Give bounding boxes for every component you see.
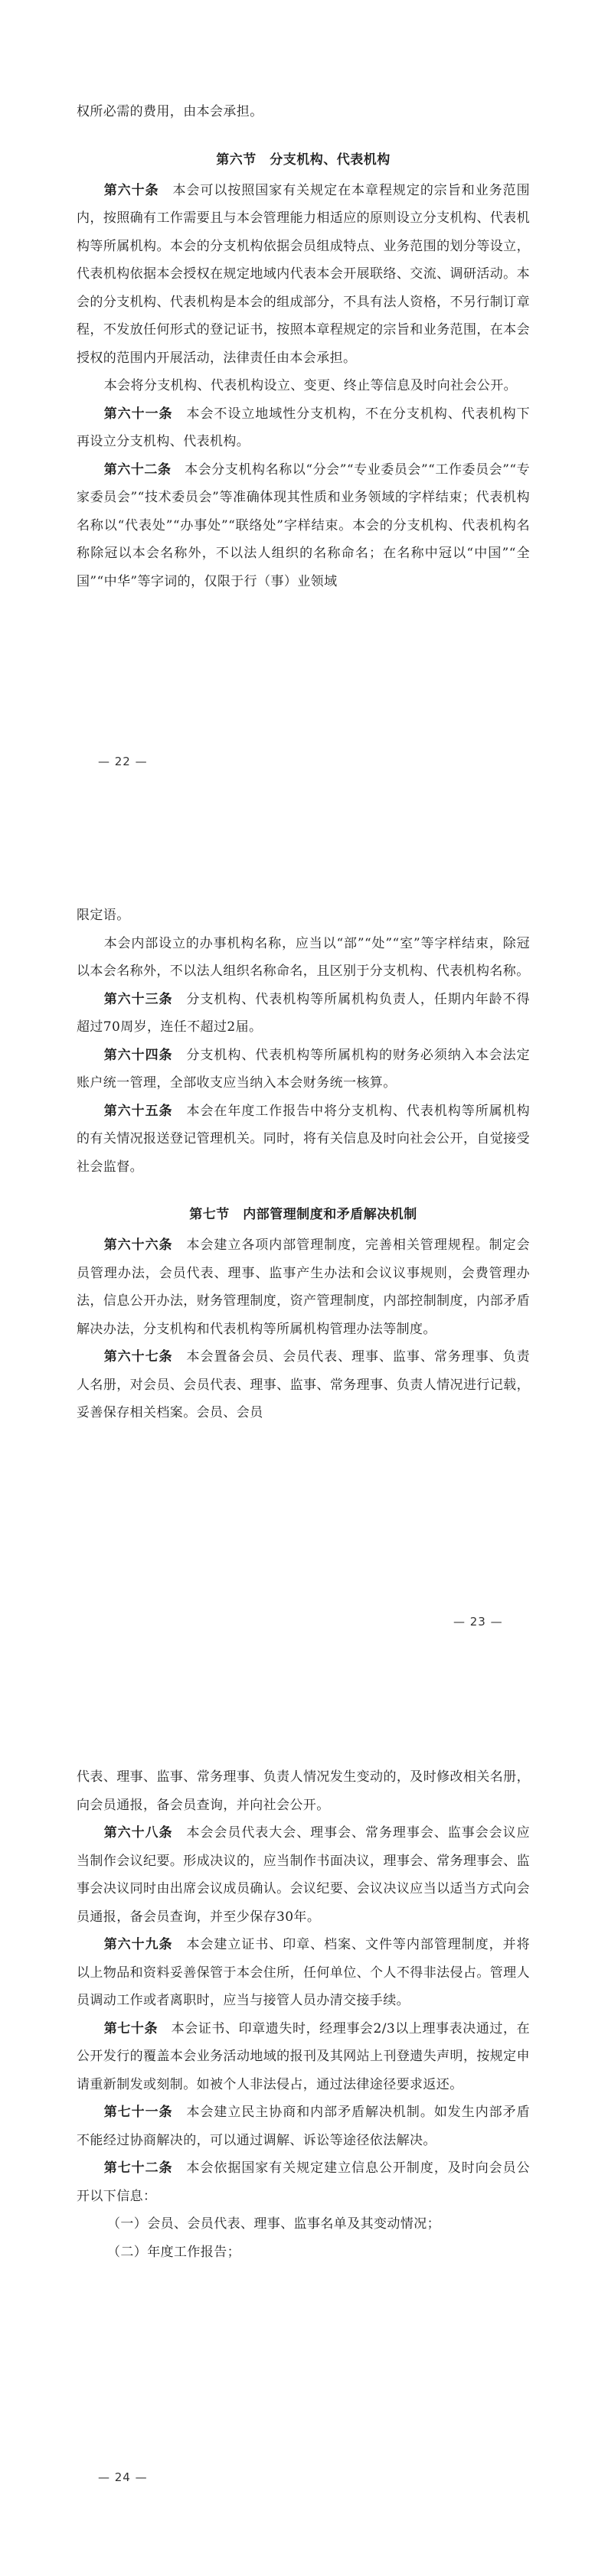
article-69 xyxy=(77,1931,530,2015)
page-number: — 24 — xyxy=(98,2470,148,2484)
article-70 xyxy=(77,2015,530,2099)
article-label: 第七十二条 xyxy=(103,2160,173,2176)
article-63 xyxy=(77,986,530,1042)
section-heading: 第六节 分支机构、代表机构 xyxy=(216,152,391,168)
article-label: 第六十五条 xyxy=(103,1103,173,1119)
article-text: 分支机构、代表机构等所属机构的财务必须纳入本会法定账户统一管理，全部收支应当纳入本会财务统一核算。 xyxy=(77,1047,531,1091)
article-text: 本会依据国家有关规定建立信息公开制度，及时向会员公开以下信息： xyxy=(77,2160,531,2204)
article-label: 第六十条 xyxy=(103,182,159,198)
article-text: 本会证书、印章遗失时，经理事会2/3以上理事表决通过，在公开发行的覆盖本会业务活动地域的报刊及其网站上刊登遗失声明，按规定申请重新制发或刻制。如被个人非法侵占，通过法律途径要求返还。 xyxy=(77,2020,530,2092)
list-item: （一）会员、会员代表、理事、监事名单及其变动情况； xyxy=(107,2216,440,2232)
paragraph-continued: 权所必需的费用，由本会承担。 xyxy=(77,104,263,119)
paragraph-continued: 代表、理事、监事、常务理事、负责人情况发生变动的，及时修改相关名册，向会员通报，备会员查询，并向社会公开。 xyxy=(77,1769,530,1813)
page-24 xyxy=(0,1717,608,2576)
section-heading: 第七节 内部管理制度和矛盾解决机制 xyxy=(189,1207,417,1222)
article-text: 本会会员代表大会、理事会、常务理事会、监事会会议应当制作会议纪要。形成决议的，应当制作书面决议，理事会、常务理事会、监事会决议同时由出席会议成员确认。会议纪要、会议决议应当以适当方式向会员通报，备会员查询，并至少保存30年。 xyxy=(77,1825,531,1925)
article-text: 本会可以按照国家有关规定在本章程规定的宗旨和业务范围内，按照确有工作需要且与本会管理能力相适应的原则设立分支机构、代表机构等所属机构。本会的分支机构依据会员组成特点、业务范围的划分等设立，代表机构依据本会授权在规定地域内代表本会开展联络、交流、调研活动。本会的分支机构、代表机构是本会的组成部分，不具有法人资格，不另行制订章程，不发放任何形式的登记证书，按照本章程规定的宗旨和业务范围，在本会授权的范围内开展活动，法律责任由本会承担。 xyxy=(77,182,530,366)
article-label: 第六十一条 xyxy=(103,406,173,422)
page-number: — 23 — xyxy=(453,1615,503,1629)
article-71 xyxy=(77,2098,530,2154)
article-text: 本会置备会员、会员代表、理事、监事、常务理事、负责人名册，对会员、会员代表、理事、监事、常务理事、负责人情况进行记载，妥善保存相关档案。会员、会员 xyxy=(77,1349,531,1420)
page-body xyxy=(77,902,530,1427)
article-text: 本会建立证书、印章、档案、文件等内部管理制度，并将以上物品和资料妥善保管于本会住所，任何单位、个人不得非法侵占。管理人员调动工作或者离职时，应当与接管人员办清交接手续。 xyxy=(77,1937,531,2008)
article-text: 本会不设立地域性分支机构，不在分支机构、代表机构下再设立分支机构、代表机构。 xyxy=(77,406,531,449)
article-text: 本会在年度工作报告中将分支机构、代表机构等所属机构的有关情况报送登记管理机关。同时，将有关信息及时向社会公开，自觉接受社会监督。 xyxy=(77,1103,531,1175)
article-62 xyxy=(77,456,530,596)
article-text: 本会分支机构名称以“分会”“专业委员会”“工作委员会”“专家委员会”“技术委员会”等准确体现其性质和业务领域的字样结束；代表机构名称以“代表处”“办事处”“联络处”字样结束。本会的分支机构、代表机构名称除冠以本会名称外，不以法人组织的名称命名；在名称中冠以“中国”“全国”“中华”等字词的，仅限于行（事）业领域 xyxy=(77,461,531,589)
article-label: 第六十八条 xyxy=(103,1825,173,1841)
paragraph: 本会内部设立的办事机构名称，应当以“部”“处”“室”等字样结束，除冠以本会名称外，不以法人组织名称命名，且区别于分支机构、代表机构名称。 xyxy=(77,935,530,979)
page-23 xyxy=(0,859,608,1717)
article-text: 本会建立民主协商和内部矛盾解决机制。如发生内部矛盾不能经过协商解决的，可以通过调解、诉讼等途径依法解决。 xyxy=(77,2105,531,2148)
page-body xyxy=(77,1763,530,2266)
article-text: 分支机构、代表机构等所属机构负责人，任期内年龄不得超过70周岁，连任不超过2届。 xyxy=(77,991,531,1035)
article-64 xyxy=(77,1042,530,1097)
article-label: 第六十七条 xyxy=(103,1349,173,1365)
paragraph: 本会将分支机构、代表机构设立、变更、终止等信息及时向社会公开。 xyxy=(103,378,518,393)
article-66 xyxy=(77,1231,530,1343)
article-67 xyxy=(77,1343,530,1427)
article-label: 第七十一条 xyxy=(103,2105,173,2120)
page-body xyxy=(77,98,530,595)
article-label: 第六十九条 xyxy=(103,1937,173,1952)
article-label: 第七十条 xyxy=(103,2020,159,2036)
article-label: 第六十二条 xyxy=(103,461,172,478)
paragraph-continued: 限定语。 xyxy=(77,908,130,923)
article-label: 第六十六条 xyxy=(103,1237,173,1253)
article-68 xyxy=(77,1819,530,1931)
list-item: （二）年度工作报告； xyxy=(107,2244,240,2260)
article-60 xyxy=(77,177,530,373)
article-65 xyxy=(77,1097,530,1182)
article-72 xyxy=(77,2154,530,2210)
page-22 xyxy=(0,0,608,859)
article-text: 本会建立各项内部管理制度，完善相关管理规程。制定会员管理办法，会员代表、理事、监事产生办法和会议议事规则，会费管理办法，信息公开办法，财务管理制度，资产管理制度，内部控制制度，内部矛盾解决办法，分支机构和代表机构等所属机构管理办法等制度。 xyxy=(77,1237,531,1337)
article-label: 第六十三条 xyxy=(103,991,173,1007)
article-label: 第六十四条 xyxy=(103,1047,173,1063)
page-number: — 22 — xyxy=(98,755,148,768)
article-61 xyxy=(77,400,530,456)
